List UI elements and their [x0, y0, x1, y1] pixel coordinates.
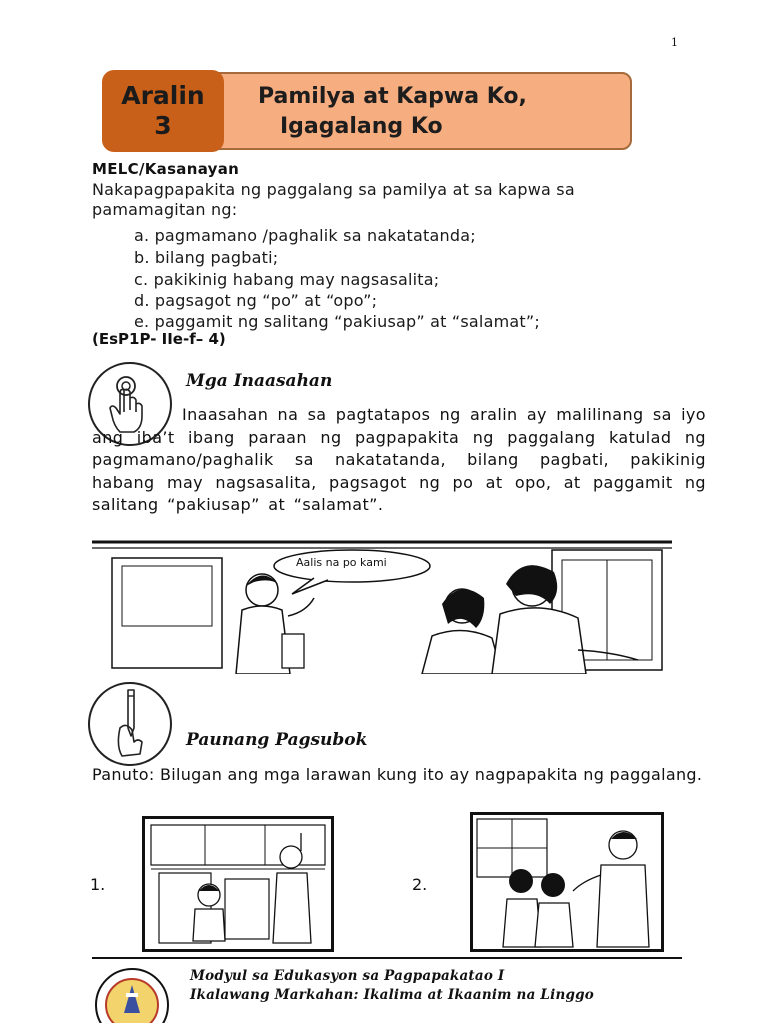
- item-number-2: 2.: [412, 875, 428, 894]
- greeting-picture[interactable]: [470, 812, 664, 952]
- melc-item-e: e. paggamit ng salitang “pakiusap” at “salamat”;: [134, 312, 540, 331]
- inaasahan-title: Mga Inaasahan: [186, 371, 333, 391]
- inaasahan-paragraph: [92, 404, 706, 517]
- pagsubok-title: Paunang Pagsubok: [186, 730, 368, 750]
- family-leaving-illustration: [92, 538, 672, 674]
- division-seal-icon: [90, 963, 174, 1023]
- footer-module-title: Modyul sa Edukasyon sa Pagpapakatao I: [190, 968, 505, 984]
- melc-code: (EsP1P- IIe-f– 4): [92, 330, 226, 348]
- bus-seat-picture[interactable]: [142, 816, 334, 952]
- melc-item-b: b. bilang pagbati;: [134, 248, 279, 267]
- badge-number: 3: [154, 111, 172, 140]
- footer-divider: [92, 957, 682, 959]
- page-number: 1: [671, 36, 678, 49]
- pagsubok-directions: Panuto: Bilugan ang mga larawan kung ito ay nagpapakita ng paggalang.: [92, 765, 703, 784]
- melc-item-c: c. pakikinig habang may nagsasalita;: [134, 270, 440, 289]
- melc-heading: MELC/Kasanayan: [92, 160, 240, 178]
- inaasahan-text: Inaasahan na sa pagtatapos ng aralin ay malilinang sa iyo ang iba’t ibang paraan ng pagpapakita ng paggalang katulad ng pagmamano/paghalik sa nakatatanda, bilang pagbati, pakikinig habang may nagsasalita, pagsagot ng po at opo, at paggamit ng salitang “pakiusap” at “salamat”.: [92, 405, 706, 514]
- melc-intro-line-2: pamamagitan ng:: [92, 200, 238, 219]
- melc-intro: [92, 180, 692, 220]
- lesson-title: [258, 82, 527, 142]
- melc-item-d: d. pagsagot ng “po” at “opo”;: [134, 291, 378, 310]
- speech-bubble-text: Aalis na po kami: [296, 556, 387, 569]
- footer-quarter-info: Ikalawang Markahan: Ikalima at Ikaanim na Linggo: [190, 987, 594, 1003]
- lesson-badge: [102, 70, 224, 152]
- item-number-1: 1.: [90, 875, 106, 894]
- title-line-2: Igagalang Ko: [280, 114, 443, 139]
- melc-item-a: a. pagmamano /paghalik sa nakatatanda;: [134, 226, 476, 245]
- title-line-1: Pamilya at Kapwa Ko,: [258, 84, 527, 109]
- badge-label: Aralin: [121, 81, 205, 110]
- melc-intro-line-1: Nakapagpapakita ng paggalang sa pamilya at sa kapwa sa: [92, 180, 575, 199]
- pencil-hand-icon: [88, 682, 172, 766]
